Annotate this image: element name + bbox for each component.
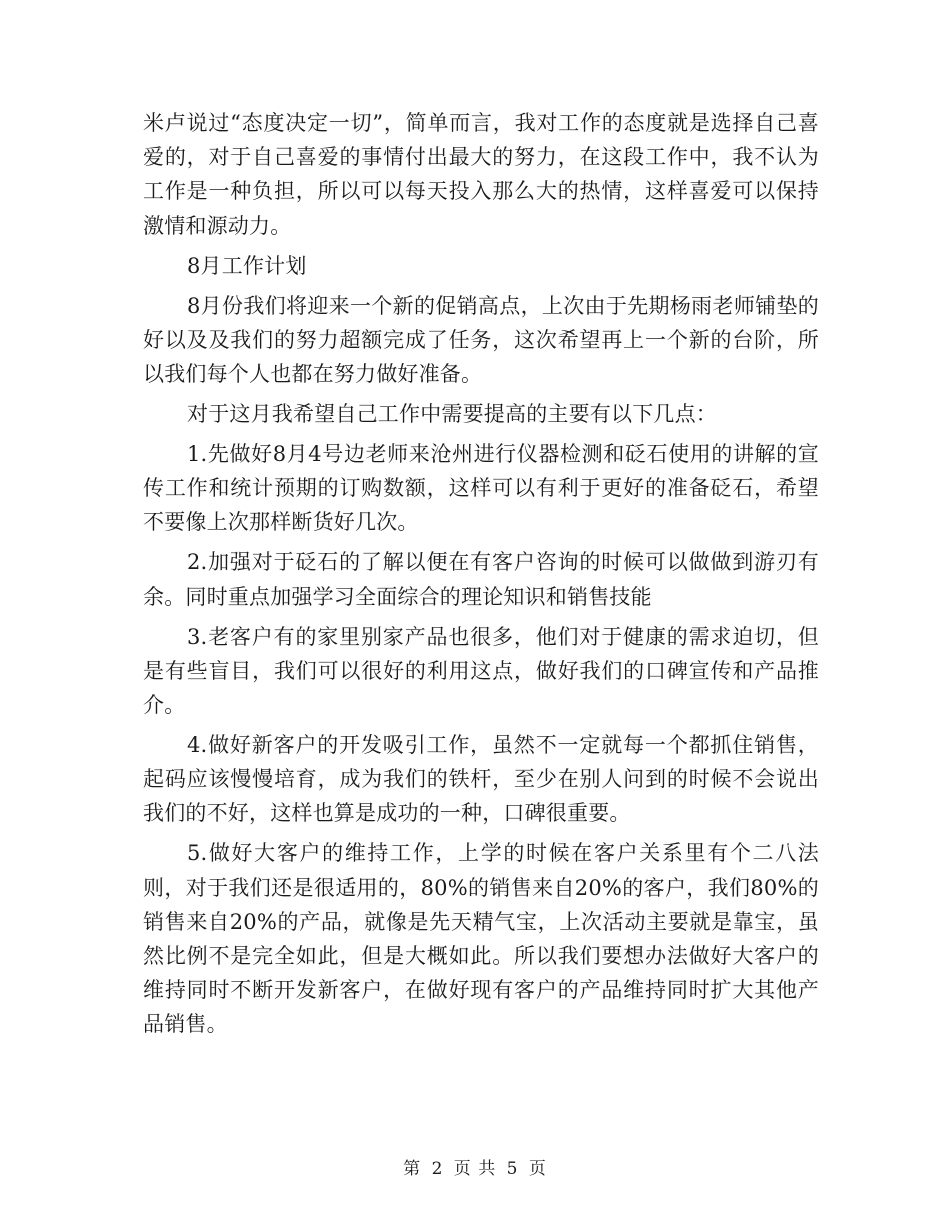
list-item-1: 1.先做好8月4号边老师来沧州进行仪器检测和砭石使用的讲解的宣传工作和统计预期的订购数额，这样可以有利于更好的准备砭石，希望不要像上次那样断货好几次。 — [143, 442, 819, 535]
page-number-footer — [0, 1154, 950, 1179]
footer-middle: 页 共 — [453, 1159, 497, 1179]
list-item-3: 3.老客户有的家里别家产品也很多，他们对于健康的需求迫切，但是有些盲目，我们可以很好的利用这点，做好我们的口碑宣传和产品推介。 — [143, 624, 819, 718]
paragraph-improvement-intro: 对于这月我希望自己工作中需要提高的主要有以下几点： — [187, 402, 717, 427]
footer-current-page: 2 — [431, 1159, 444, 1179]
list-item-2: 2.加强对于砭石的了解以便在有客户咨询的时候可以做做到游刃有余。同时重点加强学习全面综合的理论知识和销售技能 — [143, 550, 819, 609]
footer-suffix: 页 — [528, 1159, 547, 1179]
footer-total-pages: 5 — [506, 1159, 519, 1179]
list-item-4: 4.做好新客户的开发吸引工作，虽然不一定就每一个都抓住销售，起码应该慢慢培育，成为我们的铁杆，至少在别人问到的时候不会说出我们的不好，这样也算是成功的一种，口碑很重要。 — [143, 733, 819, 826]
paragraph-august-promotion: 8月份我们将迎来一个新的促销高点，上次由于先期杨雨老师铺垫的好以及及我们的努力超额完成了任务，这次希望再上一个新的台阶，所以我们每个人也都在努力做好准备。 — [143, 293, 819, 387]
document-body — [143, 106, 819, 1047]
section-heading-august-plan: 8月工作计划 — [187, 253, 307, 278]
footer-prefix: 第 — [403, 1159, 422, 1179]
list-item-5: 5.做好大客户的维持工作，上学的时候在客户关系里有个二八法则，对于我们还是很适用的，80%的销售来自20%的客户，我们80%的销售来自20%的产品，就像是先天精气宝，上次活动主要就是靠宝，虽然比例不是完全如此，但是大概如此。所以我们要想办法做好大客户的维持同时不断开发新客户，在做好现有客户的产品维持同时扩大其他产品销售。 — [143, 841, 819, 1037]
paragraph-attitude: 米卢说过“态度决定一切”，简单而言，我对工作的态度就是选择自己喜爱的，对于自己喜爱的事情付出最大的努力，在这段工作中，我不认为工作是一种负担，所以可以每天投入那么大的热情，这样喜爱可以保持激情和源动力。 — [143, 111, 819, 238]
